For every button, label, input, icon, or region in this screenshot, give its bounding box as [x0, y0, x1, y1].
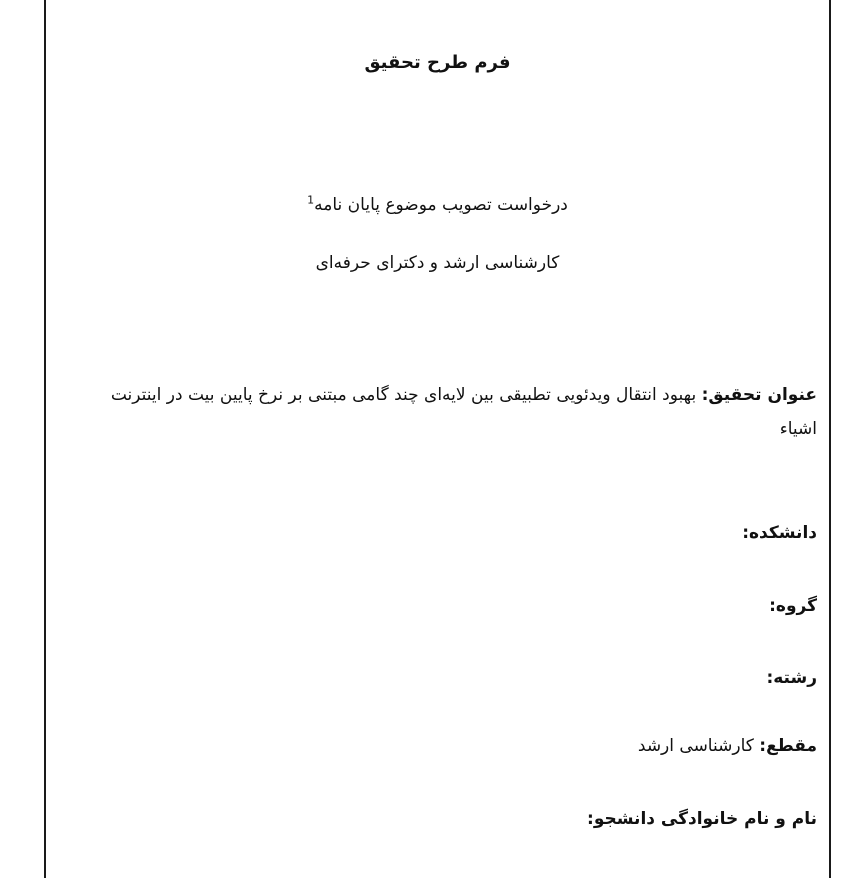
field-student-name: [217, 809, 817, 829]
field-group-label: گروه:: [769, 596, 817, 616]
footnote-marker: 1: [307, 193, 315, 207]
field-major-label: رشته:: [766, 668, 817, 688]
request-subtitle-text: درخواست تصویب موضوع پایان نامه: [314, 195, 568, 215]
research-title-value: بهبود انتقال ویدئویی تطبیقی بین لایه‌ای چند گامی مبتنی بر نرخ پایین بیت در اینترنت اشیاء: [110, 385, 817, 439]
field-faculty: [217, 523, 817, 543]
research-title-label: عنوان تحقیق:: [701, 385, 817, 405]
document-page: [44, 0, 831, 878]
field-student-name-label: نام و نام خانوادگی دانشجو:: [587, 809, 817, 829]
field-degree-label: مقطع:: [759, 736, 817, 756]
research-title-block: [82, 378, 817, 446]
form-title: فرم طرح تحقیق: [364, 52, 511, 73]
field-faculty-label: دانشکده:: [742, 523, 817, 543]
field-major: [217, 668, 817, 688]
request-subtitle: [46, 195, 829, 215]
field-degree: [217, 736, 817, 756]
degree-subtitle: کارشناسی ارشد و دکترای حرفه‌ای: [315, 253, 560, 273]
field-degree-value: کارشناسی ارشد: [637, 736, 754, 756]
field-group: [217, 596, 817, 616]
